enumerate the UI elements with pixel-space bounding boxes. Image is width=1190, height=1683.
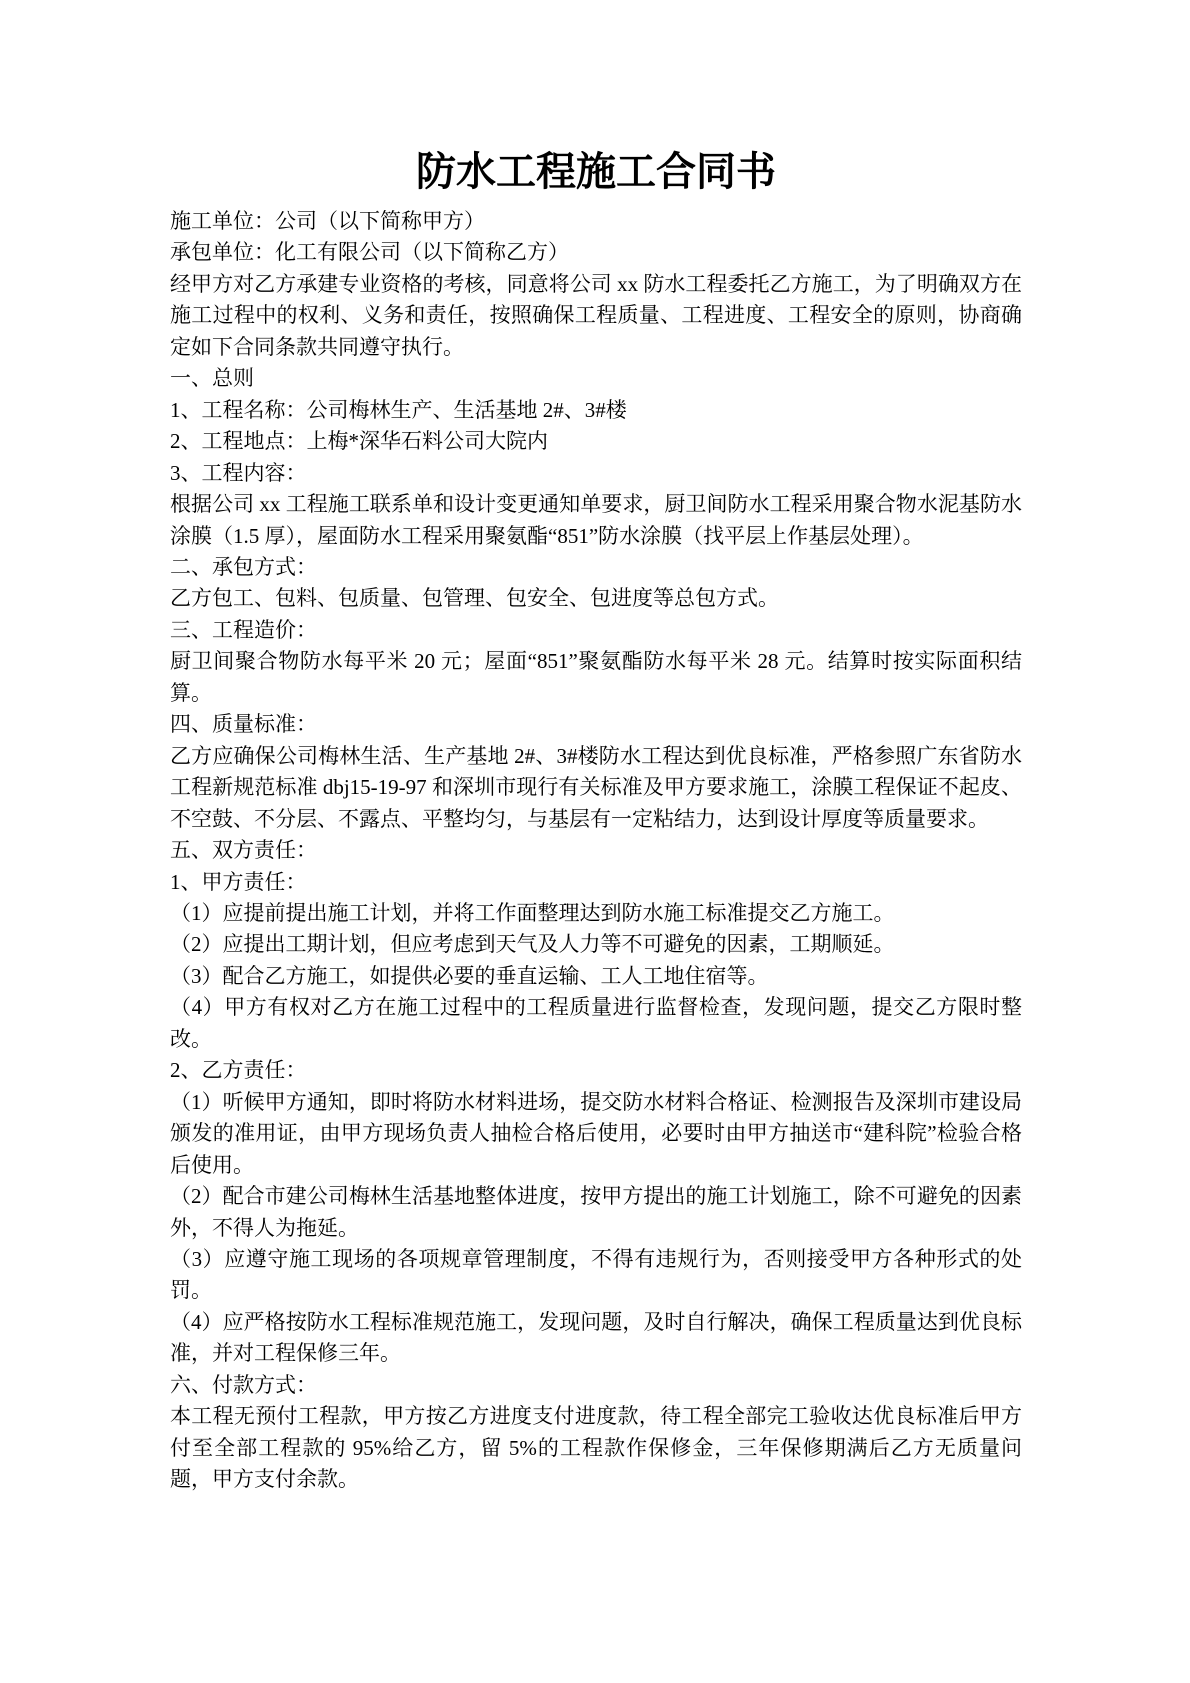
paragraph-contract-mode-detail: 乙方包工、包料、包质量、包管理、包安全、包进度等总包方式。 [170, 586, 779, 611]
subsection-heading-party-a: 1、甲方责任： [170, 869, 307, 894]
section-heading-responsibilities: 五、双方责任： [170, 838, 317, 863]
section-heading-quality-standard: 四、质量标准： [170, 712, 317, 737]
paragraph-project-cost-detail: 厨卫间聚合物防水每平米 20 元；屋面“851”聚氨酯防水每平米 28 元。结算时按实际面积结算。 [170, 649, 1022, 705]
document-body [170, 206, 1022, 1496]
list-item-project-content: 3、工程内容： [170, 460, 307, 485]
paragraph-payment-detail: 本工程无预付工程款，甲方按乙方进度支付进度款，待工程全部完工验收达优良标准后甲方付至全部工程款的 95%给乙方，留 5%的工程款作保修金，三年保修期满后乙方无质量问题，甲方支付余款。 [170, 1404, 1022, 1492]
list-item-party-b-4: （4）应严格按防水工程标准规范施工，发现问题，及时自行解决，确保工程质量达到优良标准，并对工程保修三年。 [170, 1309, 1022, 1366]
list-item-project-name: 1、工程名称：公司梅林生产、生活基地 2#、3#楼 [170, 397, 627, 422]
paragraph-project-content-detail: 根据公司 xx 工程施工联系单和设计变更通知单要求，厨卫间防水工程采用聚合物水泥基防水涂膜（1.5 厚），屋面防水工程采用聚氨酯“851”防水涂膜（找平层上作基层处理）。 [170, 492, 1022, 548]
section-heading-general: 一、总则 [170, 366, 254, 391]
list-item-project-location: 2、工程地点：上梅*深华石料公司大院内 [170, 429, 548, 454]
list-item-party-b-2: （2）配合市建公司梅林生活基地整体进度，按甲方提出的施工计划施工，除不可避免的因素外，不得人为拖延。 [170, 1184, 1022, 1240]
list-item-party-a-4: （4）甲方有权对乙方在施工过程中的工程质量进行监督检查，发现问题，提交乙方限时整改。 [170, 995, 1022, 1051]
document-title: 防水工程施工合同书 [416, 149, 776, 194]
paragraph-quality-standard-detail: 乙方应确保公司梅林生活、生产基地 2#、3#楼防水工程达到优良标准，严格参照广东省防水工程新规范标准 dbj15-19-97 和深圳市现行有关标准及甲方要求施工，涂膜工程保证不起皮、不空鼓、不分层、不露点、平整均匀，与基层有一定粘结力，达到设计厚度等质量要求。 [170, 743, 1022, 831]
section-heading-contract-mode: 二、承包方式： [170, 554, 317, 579]
paragraph-contracting-unit: 承包单位：化工有限公司（以下简称乙方） [170, 240, 569, 265]
list-item-party-b-1: （1）听候甲方通知，即时将防水材料进场，提交防水材料合格证、检测报告及深圳市建设局颁发的准用证，由甲方现场负责人抽检合格后使用，必要时由甲方抽送市“建科院”检验合格后使用。 [170, 1089, 1022, 1177]
list-item-party-a-1: （1）应提前提出施工计划，并将工作面整理达到防水施工标准提交乙方施工。 [170, 900, 895, 925]
list-item-party-a-2: （2）应提出工期计划，但应考虑到天气及人力等不可避免的因素，工期顺延。 [170, 932, 895, 957]
section-heading-project-cost: 三、工程造价： [170, 617, 317, 642]
paragraph-preamble: 经甲方对乙方承建专业资格的考核，同意将公司 xx 防水工程委托乙方施工，为了明确双方在施工过程中的权利、义务和责任，按照确保工程质量、工程进度、工程安全的原则，协商确定如下合同条款共同遵守执行。 [170, 271, 1022, 359]
list-item-party-a-3: （3）配合乙方施工，如提供必要的垂直运输、工人工地住宿等。 [170, 963, 769, 988]
subsection-heading-party-b: 2、乙方责任： [170, 1058, 307, 1083]
paragraph-construction-unit: 施工单位：公司（以下简称甲方） [170, 209, 485, 233]
list-item-party-b-3: （3）应遵守施工现场的各项规章管理制度，不得有违规行为，否则接受甲方各种形式的处罚。 [170, 1246, 1022, 1303]
section-heading-payment: 六、付款方式： [170, 1372, 317, 1397]
